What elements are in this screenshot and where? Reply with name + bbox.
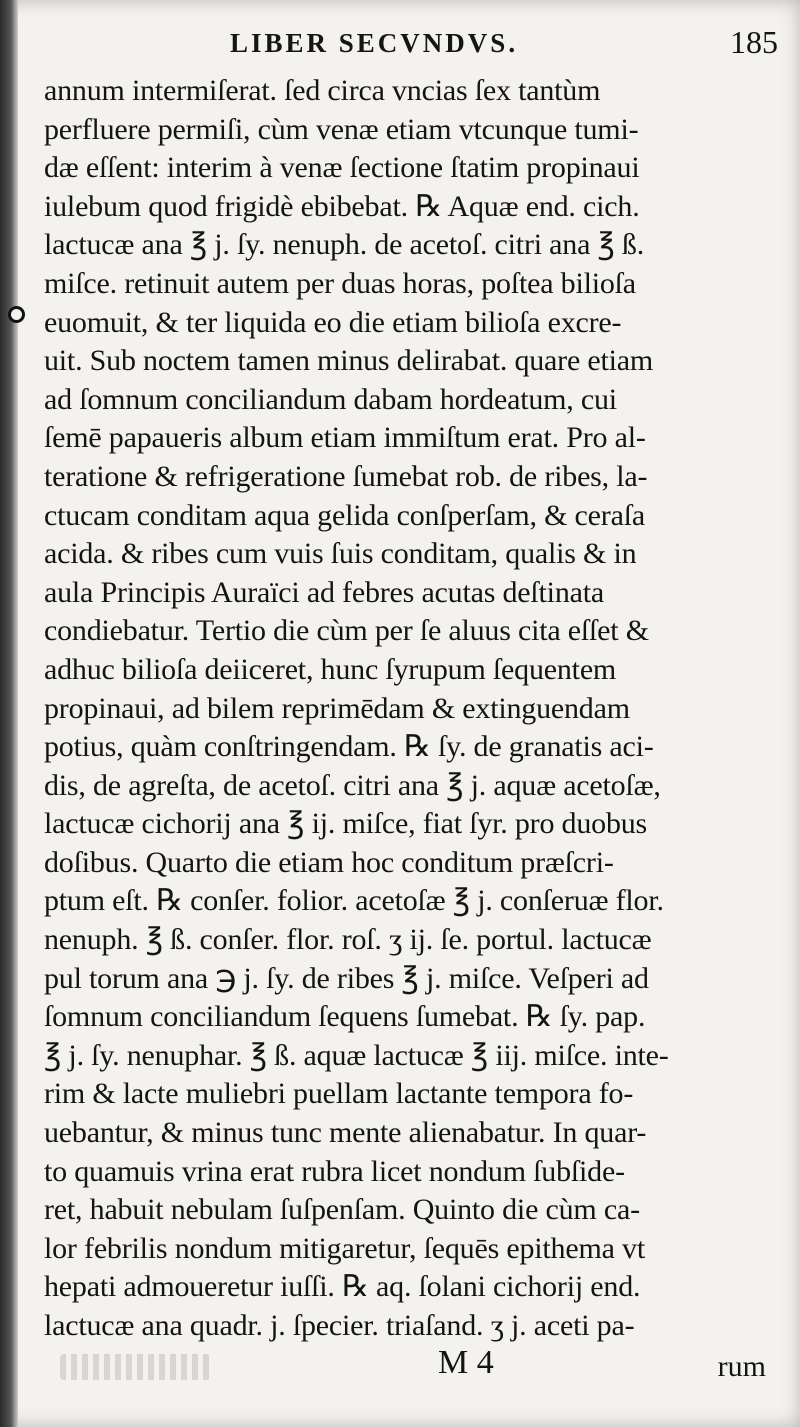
signature-mark: M 4	[438, 1344, 494, 1381]
text-line: hepati admoueretur iuſſi. ℞ aq. ſolani cichorij end.	[44, 1270, 641, 1304]
text-line: teratione & refrigeratione ſumebat rob. de ribes, la-	[44, 459, 648, 493]
catchword: rum	[717, 1350, 766, 1383]
binding-gutter	[0, 0, 18, 1427]
text-line: to quamuis vrina erat rubra licet nondum ſubſide-	[44, 1154, 625, 1188]
text-line: euomuit, & ter liquida eo die etiam bilioſa excre-	[44, 305, 622, 339]
text-line: lor febrilis nondum mitigaretur, ſequēs epithema vt	[44, 1231, 645, 1265]
text-line: propinaui, ad bilem reprimēdam & extinguendam	[44, 691, 630, 725]
running-head: LIBER SECVNDVS.	[230, 28, 519, 58]
text-line: lactucæ ana quadr. j. ſpecier. triaſand. ʒ j. aceti pa-	[44, 1309, 635, 1342]
text-line: miſce. retinuit autem per duas horas, poſtea bilioſa	[44, 266, 636, 300]
text-line: potius, quàm conſtringendam. ℞ ſy. de granatis aci-	[44, 730, 654, 764]
text-line: iulebum quod frigidè ebibebat. ℞ Aquæ end. cich.	[44, 189, 640, 223]
text-line: ad ſomnum conciliandum dabam hordeatum, cui	[44, 382, 617, 416]
text-line: dis, de agreſta, de acetoſ. citri ana ℥ j. aquæ acetoſæ,	[44, 768, 661, 802]
page-footer	[0, 1344, 800, 1392]
text-line: ſomnum conciliandum ſequens ſumebat. ℞ ſy. pap.	[44, 1000, 646, 1034]
text-line: lactucæ ana ℥ j. ſy. nenuph. de acetoſ. citri ana ℥ ß.	[44, 228, 645, 262]
text-line: lactucæ cichorij ana ℥ ij. miſce, fiat ſyr. pro duobus	[44, 807, 648, 841]
text-line: dæ eſſent: interim à venæ ſectione ſtatim propinaui	[44, 151, 640, 185]
body-text	[44, 72, 774, 1346]
text-line: perfluere permiſi, cùm venæ etiam vtcunque tumi-	[44, 112, 639, 146]
page-header	[0, 24, 800, 68]
margin-ring-mark	[8, 306, 25, 323]
faded-stamp	[60, 1354, 210, 1380]
text-line: ctucam conditam aqua gelida conſperſam, & ceraſa	[44, 498, 645, 532]
text-line: uit. Sub noctem tamen minus delirabat. quare etiam	[44, 344, 653, 378]
text-line: acida. & ribes cum vuis ſuis conditam, qualis & in	[44, 537, 637, 571]
text-line: ptum eſt. ℞ conſer. folior. acetoſæ ℥ j. conſeruæ flor.	[44, 884, 664, 918]
text-line: adhuc bilioſa deiiceret, hunc ſyrupum ſequentem	[44, 652, 617, 686]
text-line: ſemē papaueris album etiam immiſtum erat. Pro al-	[44, 421, 646, 455]
page-number: 185	[730, 24, 778, 60]
text-line: condiebatur. Tertio die cùm per ſe aluus cita eſſet &	[44, 614, 649, 648]
text-line: pul torum ana ℈ j. ſy. de ribes ℥ j. miſce. Veſperi ad	[44, 961, 649, 995]
text-line: ret, habuit nebulam ſuſpenſam. Quinto die cùm ca-	[44, 1193, 640, 1227]
text-line: rim & lacte muliebri puellam lactante tempora fo-	[44, 1077, 634, 1111]
text-line: doſibus. Quarto die etiam hoc conditum præſcri-	[44, 845, 614, 879]
text-line: ℥ j. ſy. nenuphar. ℥ ß. aquæ lactucæ ℥ iij. miſce. inte-	[44, 1038, 669, 1072]
text-line: annum intermiſerat. ſed circa vncias ſex tantùm	[44, 74, 601, 107]
text-line: aula Principis Auraïci ad febres acutas deſtinata	[44, 575, 604, 609]
text-line: nenuph. ℥ ß. conſer. flor. roſ. ʒ ij. ſe. portul. lactucæ	[44, 923, 652, 957]
text-line: uebantur, & minus tunc mente alienabatur. In quar-	[44, 1116, 647, 1150]
